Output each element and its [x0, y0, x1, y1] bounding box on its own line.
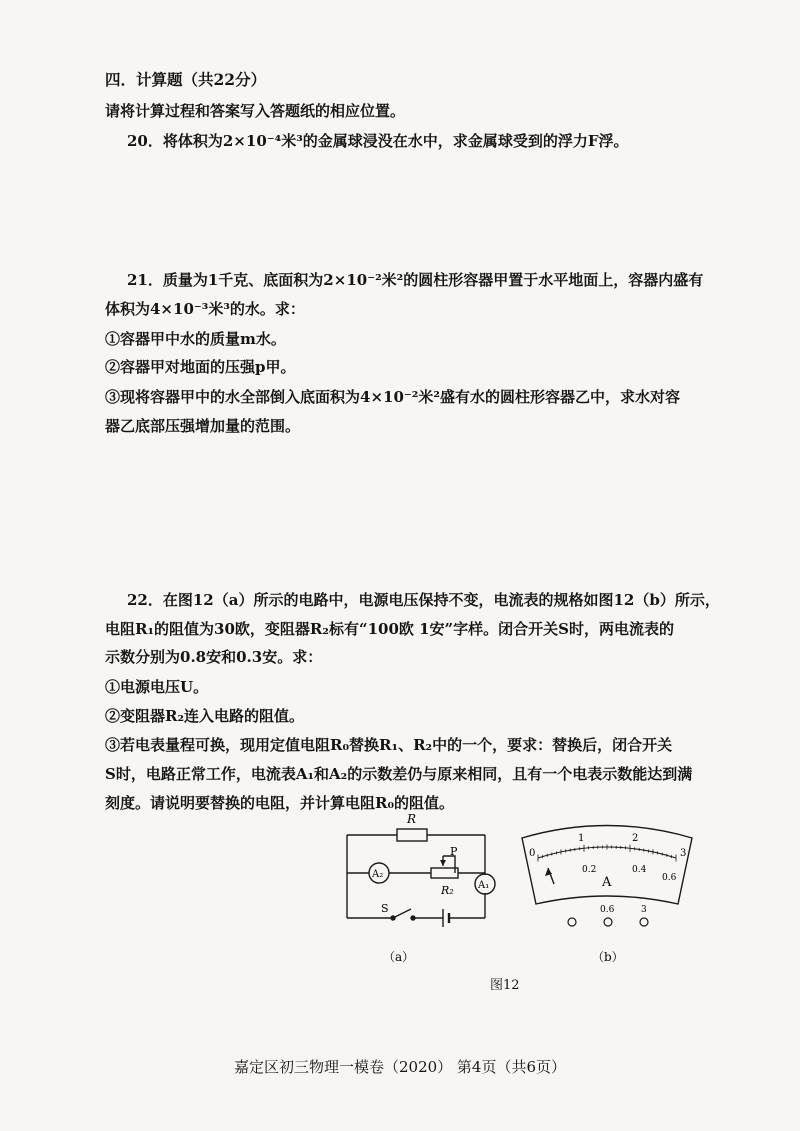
meter-unit: A — [602, 875, 612, 890]
bottom-scale-04: 0.4 — [632, 865, 647, 875]
question-22-sub-2: ②变阻器R₂连入电路的阻值。 — [105, 707, 305, 725]
page-footer: 嘉定区初三物理一模卷（2020） 第4页（共6页） — [233, 1058, 567, 1076]
dial-ticks — [538, 845, 676, 862]
bottom-scale-06: 0.6 — [662, 873, 677, 883]
label-r: R — [407, 812, 417, 826]
label-r2: R₂ — [441, 884, 454, 897]
question-21-sub-1: ①容器甲中水的质量m水。 — [105, 330, 286, 348]
switch-s — [393, 909, 411, 918]
top-scale-3: 3 — [680, 848, 687, 859]
caption-b: （b） — [592, 950, 624, 964]
question-22-line-3: 示数分别为0.8安和0.3安。求： — [105, 648, 323, 666]
question-21-sub-2: ②容器甲对地面的压强p甲。 — [105, 358, 296, 376]
question-22-sub-3-line-3: 刻度。请说明要替换的电阻，并计算电阻R₀的阻值。 — [105, 794, 455, 812]
caption-a: （a） — [383, 950, 415, 964]
top-scale-2: 2 — [632, 833, 639, 844]
circuit-diagram — [335, 808, 510, 968]
terminal-3 — [640, 918, 648, 926]
dial-face — [522, 826, 692, 905]
question-22-sub-1: ①电源电压U。 — [105, 678, 209, 696]
terminal-06 — [604, 918, 612, 926]
question-20: 20．将体积为2×10⁻⁴米³的金属球浸没在水中，求金属球受到的浮力F浮。 — [127, 132, 629, 150]
question-21-sub-3-line-2: 器乙底部压强增加量的范围。 — [105, 417, 301, 435]
question-22-line-2: 电阻R₁的阻值为30欧，变阻器R₂标有“100欧 1安”字样。闭合开关S时，两电流表的 — [105, 620, 675, 638]
label-a2: A₂ — [372, 869, 384, 880]
question-21-sub-3-line-1: ③现将容器甲中的水全部倒入底面积为4×10⁻²米²盛有水的圆柱形容器乙中，求水对容 — [105, 388, 680, 406]
bottom-scale-02: 0.2 — [582, 865, 597, 875]
ammeter-dial — [512, 808, 702, 968]
terminal-label-3: 3 — [641, 905, 647, 915]
terminal-negative — [568, 918, 576, 926]
question-21-line-1: 21．质量为1千克、底面积为2×10⁻²米²的圆柱形容器甲置于水平地面上，容器内盛有 — [127, 271, 704, 289]
top-scale-1: 1 — [578, 833, 585, 844]
terminal-label-06: 0.6 — [600, 905, 615, 915]
resistor-r1 — [397, 829, 427, 841]
label-a1: A₁ — [478, 880, 490, 891]
label-p: P — [450, 845, 458, 858]
section-title: 四．计算题（共22分） — [105, 70, 267, 89]
rheostat-r2 — [431, 868, 458, 878]
section-instruction: 请将计算过程和答案写入答题纸的相应位置。 — [105, 102, 406, 120]
top-scale-0: 0 — [529, 848, 536, 859]
question-21-line-2: 体积为4×10⁻³米³的水。求： — [105, 300, 305, 318]
question-22-sub-3-line-1: ③若电表量程可换，现用定值电阻R₀替换R₁、R₂中的一个，要求：替换后，闭合开关 — [105, 736, 673, 754]
question-22-sub-3-line-2: S时，电路正常工作，电流表A₁和A₂的示数差仍与原来相同，且有一个电表示数能达到满 — [105, 765, 693, 783]
figure-title: 图12 — [490, 978, 520, 993]
label-s: S — [381, 902, 389, 915]
question-22-line-1: 22．在图12（a）所示的电路中，电源电压保持不变，电流表的规格如图12（b）所示， — [127, 591, 720, 609]
